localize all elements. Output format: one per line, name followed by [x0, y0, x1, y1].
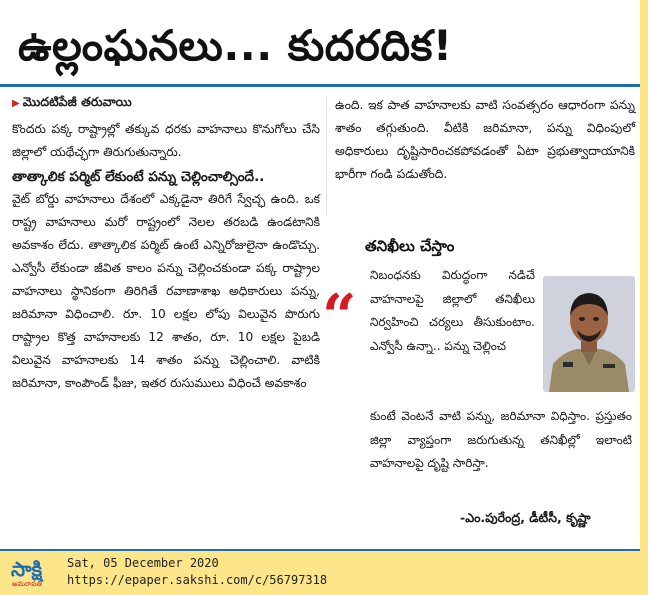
edition-date: Sat, 05 December 2020: [67, 556, 219, 570]
logo-edition: అమరావతి: [12, 580, 42, 588]
quote-text-part1: నిబంధనకు విరుద్ధంగా నడిచే వాహనాలపై జిల్లాలో తనిఖీలు నిర్వహించి చర్యలు తీసుకుంటాం. ఎన్వోసీ ఉన్నా.. పన్ను చెల్లించ: [370, 268, 535, 353]
quote-mark-icon: “: [322, 282, 357, 352]
logo-text: సాక్షి: [11, 557, 43, 581]
official-photo: [543, 276, 635, 392]
quote-byline: -ఎం.పురేంద్ర, డీటీసీ, కృష్ణా: [460, 510, 591, 525]
continuation-kicker: [12, 94, 132, 113]
right-column: [335, 94, 635, 186]
sakshi-logo: [8, 556, 56, 590]
edge-strip: [640, 0, 648, 593]
quote-text-part2: కుంటే వెంటనే వాటి పన్ను, జరిమానా విధిస్తాం. ప్రస్తుతం జిల్లా వ్యాప్తంగా జరుగుతున్న తనిఖీల్లో ఇలాంటి వాహనాలపై దృష్టి సారిస్తా.: [370, 409, 632, 470]
paragraph-continued: ఉంది. ఇక పాత వాహనాలకు వాటి సంవత్సరం ఆధారంగా పన్ను శాతం తగ్గుతుంది. వీటికి జరిమానా, పన్ను విధింపులో అధికారులు దృష్టిసారించకపోవడంతో ఏటా ప్రభుత్వాదాయానికి భారీగా గండి పడుతోంది.: [335, 98, 635, 181]
quote-box: [345, 232, 635, 542]
triangle-right-icon: ▶: [12, 98, 20, 109]
paragraph-intro: కొందరు పక్క రాష్ట్రాల్లో తక్కువ ధరకు వాహనాలు కొనుగోలు చేసి జిల్లాలో యథేచ్ఛగా తిరుగుతున్నారు.: [12, 122, 320, 159]
headline: ఉల్లంఘనలు... కుదరదిక!: [18, 21, 453, 70]
left-column: [12, 118, 320, 395]
kicker-label: మొదటిపేజీ తరువాయి: [22, 94, 132, 109]
epaper-footer: [0, 549, 648, 595]
epaper-link[interactable]: https://epaper.sakshi.com/c/56797318: [67, 573, 328, 587]
paragraph-main: వైట్ బోర్డు వాహనాలు దేశంలో ఎక్కడైనా తిరిగే స్వేచ్ఛ ఉంది. ఒక రాష్ట్ర వాహనాలు మరో రాష్ట్రంలో నెలల తరబడి ఉండటానికి అవకాశం లేదు. తాత్కాలిక పర్మిట్ ఉంటే ఎన్నిరోజులైనా ఉండొచ్చు. ఎన్వోసీ లేకుండా జీవిత కాలం పన్ను చెల్లించకుండా పక్క రాష్ట్రాల వాహనాలు స్థానికంగా తిరిగితే రవాణాశాఖ అధికారులు పన్ను, జరిమానా విధించాలి. రూ. 10 లక్షల లోపు విలువైన పొరుగు రాష్ట్రాల కొత్త వాహనాలకు 12 శాతం, రూ. 10 లక్షల పైబడి విలువైన వాహనాలకు 14 శాతం పన్ను చెల్లించాలి. వాటికి జరిమానా, కాంపౌండ్ ఫీజు, ఇతర రుసుములు విధించే అవకాశం: [12, 192, 320, 390]
column-divider: [326, 96, 327, 216]
quote-box-heading: తనిఖీలు చేస్తాం: [365, 237, 455, 255]
subheading: తాత్కాలిక పర్మిట్ లేకుంటే పన్ను చెల్లించాల్సిందే..: [12, 169, 265, 185]
person-photo-icon: [543, 276, 635, 392]
headline-rule: [0, 84, 648, 87]
